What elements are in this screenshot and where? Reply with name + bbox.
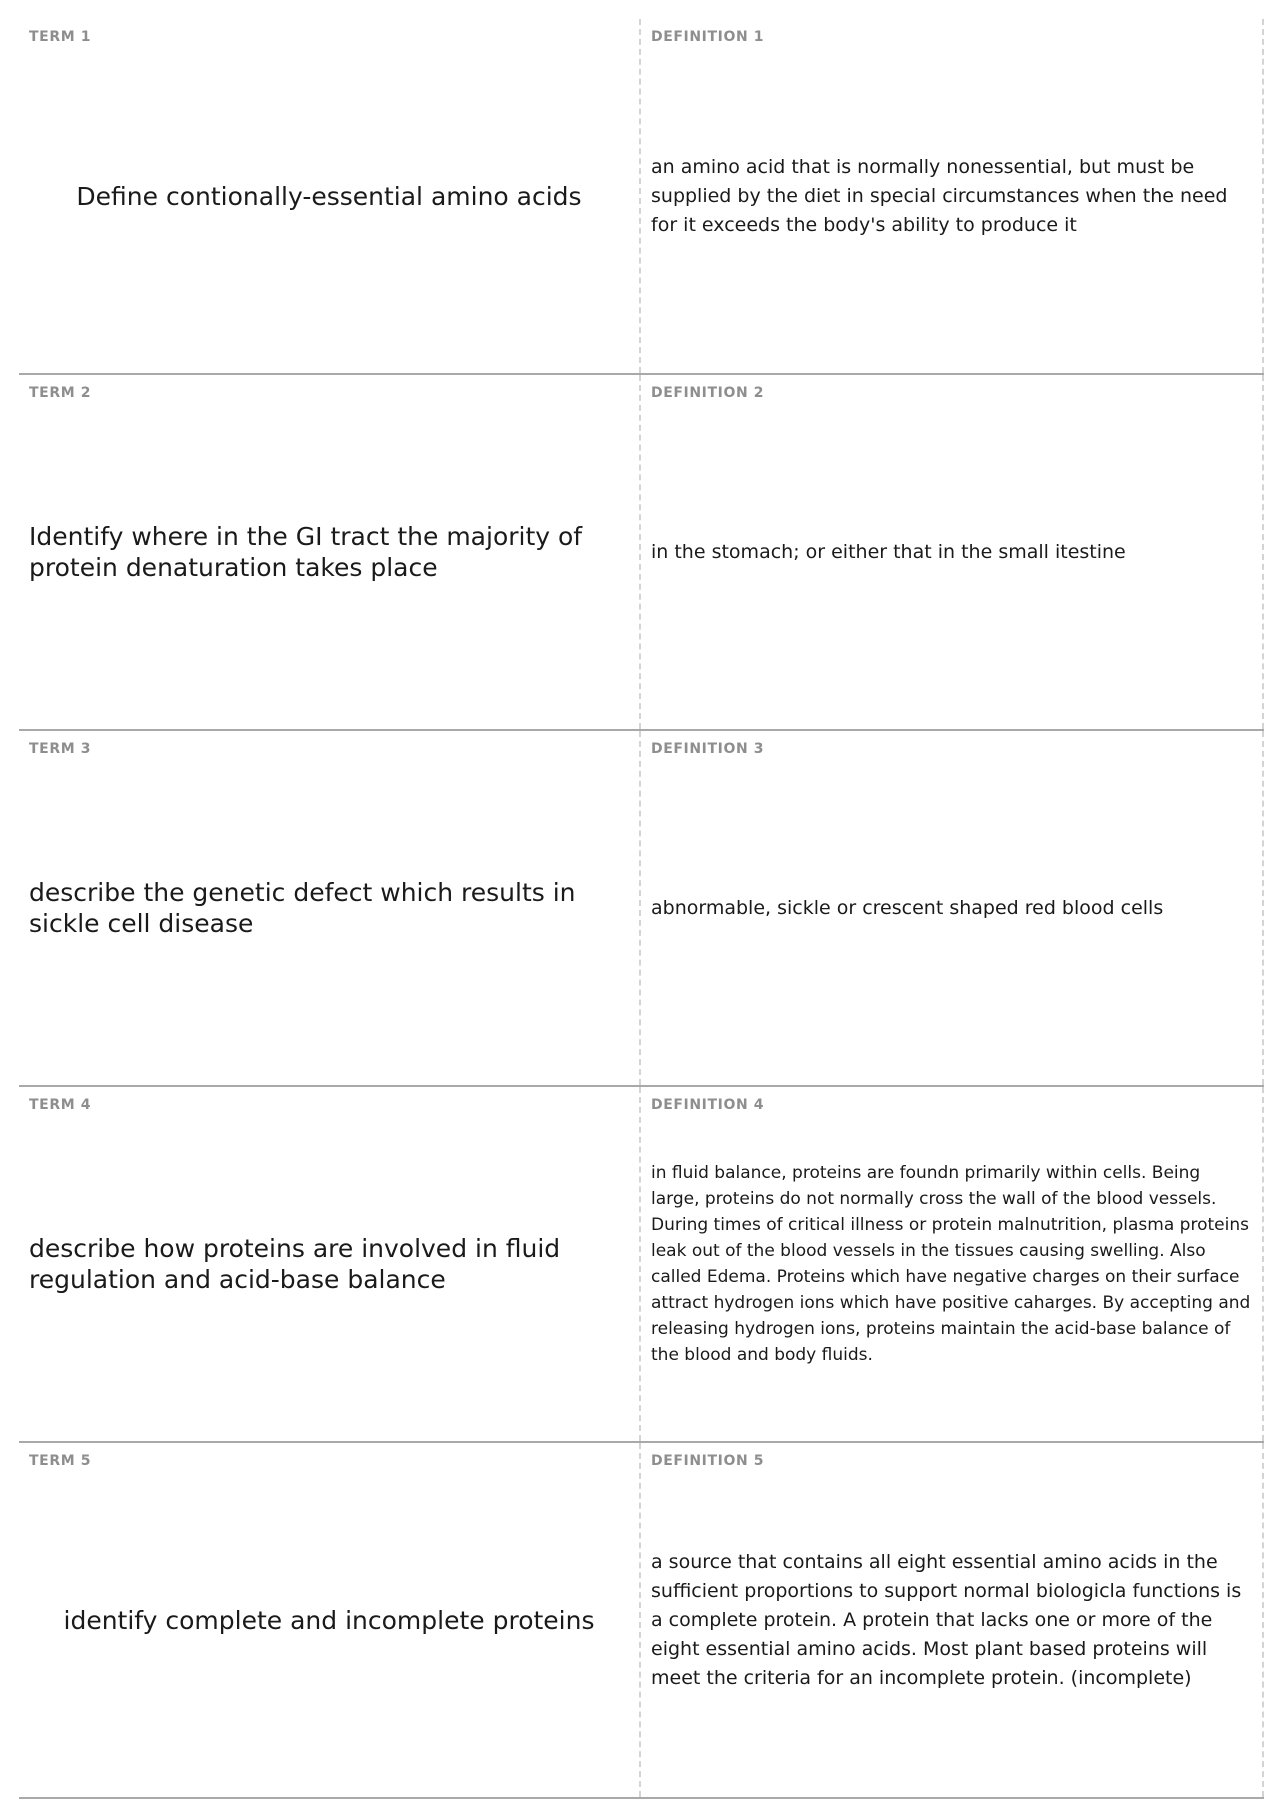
card-row-1: [19, 19, 1264, 375]
definition-label: DEFINITION 5: [651, 1453, 765, 1469]
term-label: TERM 1: [29, 29, 92, 45]
definition-cell: [641, 1443, 1264, 1797]
definition-cell: [641, 375, 1264, 729]
definition-text: in the stomach; or either that in the small itestine: [651, 540, 1126, 563]
term-text: Define contionally-essential amino acids: [76, 181, 582, 211]
definition-label: DEFINITION 3: [651, 741, 765, 757]
definition-text: a source that contains all eight essential amino acids in the sufficient proportions to support normal biologicla functions is a complete protein. A protein that lacks one or more of the eight essential amino acids. Most plant based proteins will meet the criteria for an incomplete protein. (incomplete): [651, 1550, 1242, 1689]
term-text: Identify where in the GI tract the majority of protein denaturation takes place: [29, 522, 583, 582]
card-row-3: [19, 731, 1264, 1087]
term-label: TERM 5: [29, 1453, 92, 1469]
card-row-5: [19, 1443, 1264, 1799]
definition-cell: [641, 1087, 1264, 1441]
definition-label: DEFINITION 4: [651, 1097, 765, 1113]
term-text: describe the genetic defect which results in sickle cell disease: [29, 878, 576, 938]
term-cell: [19, 1087, 641, 1441]
definition-cell: [641, 19, 1264, 373]
definition-text: an amino acid that is normally nonessential, but must be supplied by the diet in special circumstances when the need for it exceeds the body's ability to produce it: [651, 155, 1228, 236]
definition-text: in fluid balance, proteins are foundn primarily within cells. Being large, proteins do not normally cross the wall of the blood vessels. During times of critical illness or protein malnutrition, plasma proteins leak out of the blood vessels in the tissues causing swelling. Also called Edema. Proteins which have negative charges on their surface attract hydrogen ions which have positive caharges. By accepting and releasing hydrogen ions, proteins maintain the acid-base balance of the blood and body fluids.: [651, 1163, 1251, 1365]
term-text: identify complete and incomplete proteins: [63, 1605, 595, 1635]
definition-cell: [641, 731, 1264, 1085]
term-label: TERM 3: [29, 741, 92, 757]
term-cell: [19, 731, 641, 1085]
definition-label: DEFINITION 1: [651, 29, 765, 45]
card-row-2: [19, 375, 1264, 731]
definition-text: abnormable, sickle or crescent shaped red blood cells: [651, 896, 1164, 919]
term-label: TERM 2: [29, 385, 92, 401]
card-row-4: [19, 1087, 1264, 1443]
term-label: TERM 4: [29, 1097, 92, 1113]
definition-label: DEFINITION 2: [651, 385, 765, 401]
flashcard-sheet: [19, 19, 1264, 1799]
term-text: describe how proteins are involved in fluid regulation and acid-base balance: [29, 1234, 561, 1294]
term-cell: [19, 1443, 641, 1797]
term-cell: [19, 19, 641, 373]
term-cell: [19, 375, 641, 729]
